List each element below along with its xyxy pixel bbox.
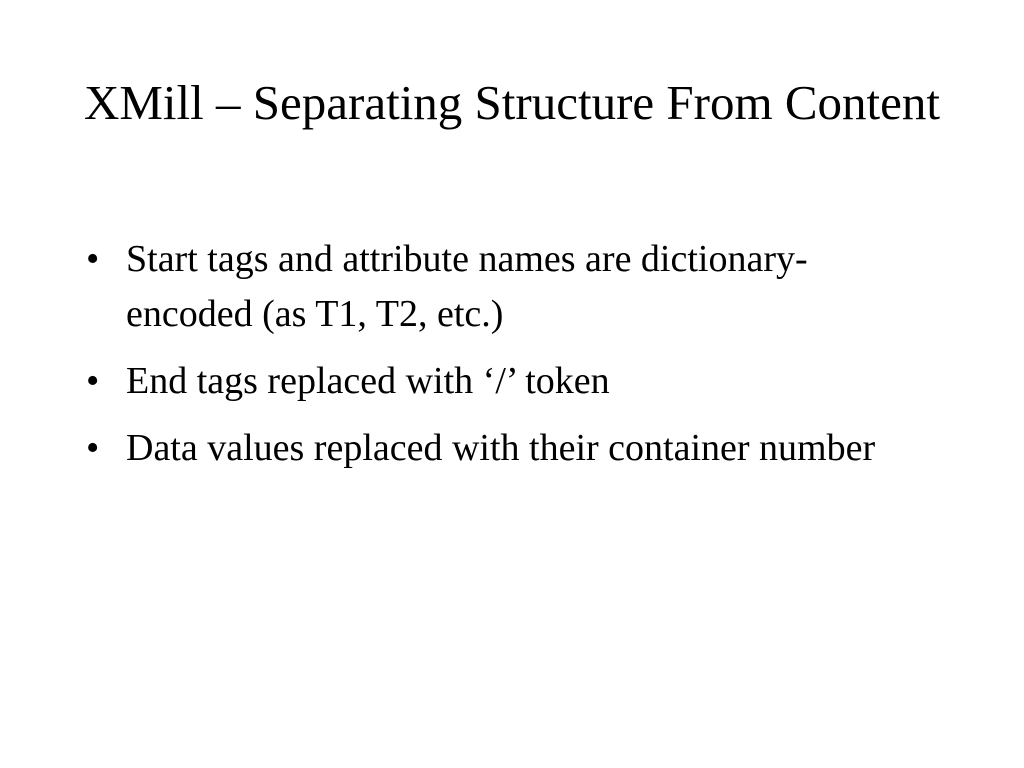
bullet-marker: • (86, 238, 100, 280)
bullet-item (84, 232, 914, 342)
bullet-marker: • (86, 427, 100, 469)
slide-title: XMill – Separating Structure From Content (83, 75, 941, 130)
bullet-marker: • (86, 360, 100, 402)
bullet-item (84, 421, 914, 476)
bullet-item (84, 354, 914, 409)
bullet-list (84, 232, 914, 488)
bullet-text: Start tags and attribute names are dictionary-encoded (as T1, T2, etc.) (126, 238, 808, 335)
bullet-text: End tags replaced with ‘/’ token (126, 360, 610, 402)
bullet-text: Data values replaced with their container number (126, 427, 876, 469)
